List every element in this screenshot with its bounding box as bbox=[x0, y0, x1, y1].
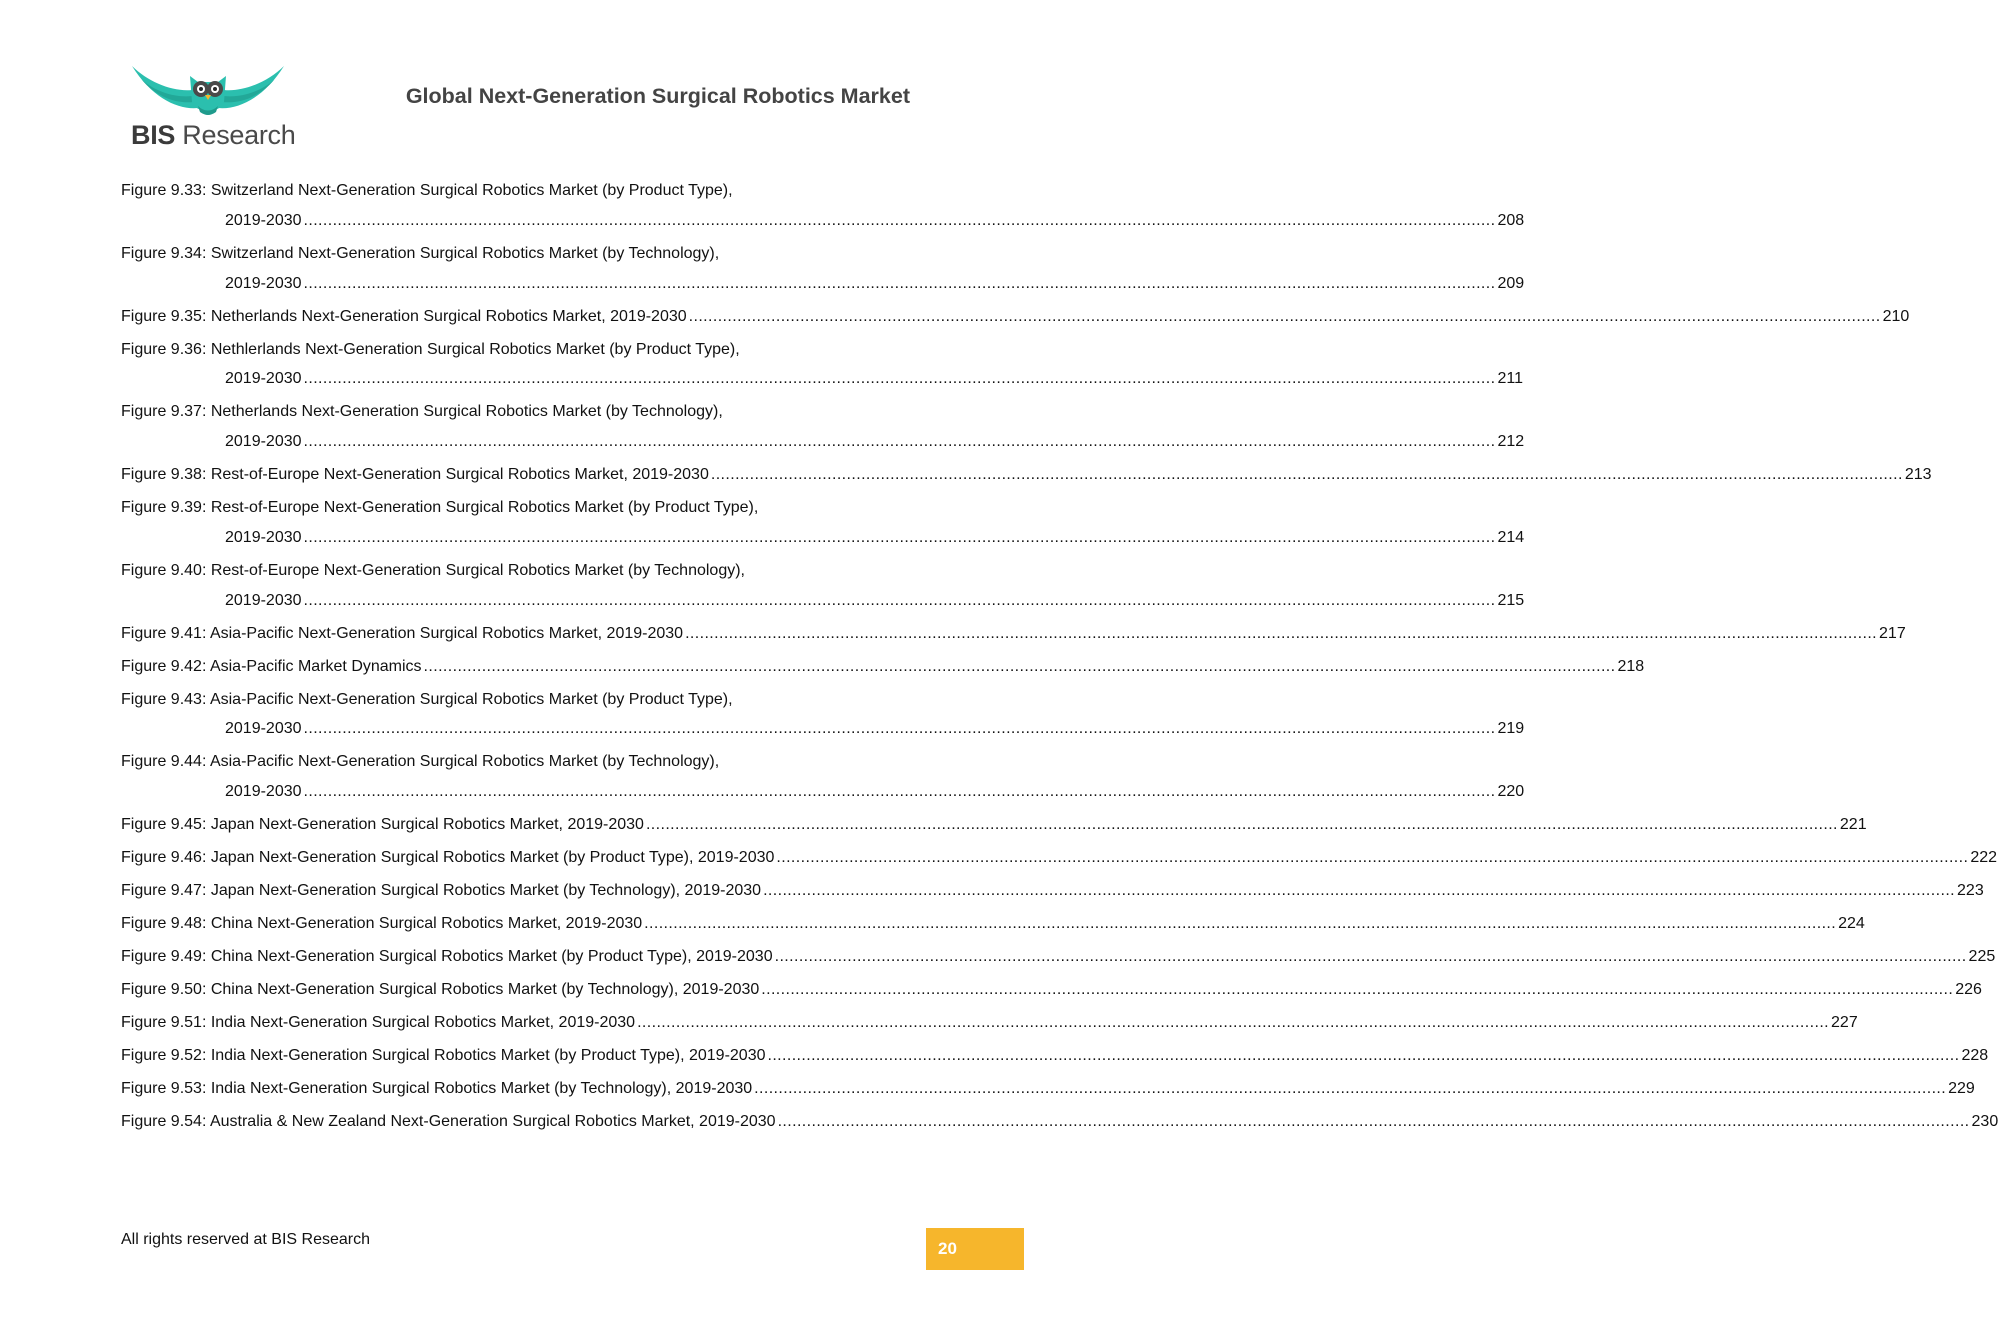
toc-entry-continuation bbox=[121, 777, 1525, 807]
toc-entry[interactable] bbox=[121, 619, 1906, 649]
toc-entry-continuation bbox=[121, 269, 1525, 299]
toc-entry-title: Figure 9.48: China Next-Generation Surgical Robotics Market, 2019-2030 bbox=[121, 915, 643, 933]
toc-page-number: 214 bbox=[1497, 528, 1525, 546]
toc-entry-title: Figure 9.38: Rest-of-Europe Next-Generation Surgical Robotics Market, 2019-2030 bbox=[121, 466, 709, 484]
dot-leader bbox=[776, 843, 1968, 873]
toc-entry-title: Figure 9.34: Switzerland Next-Generation Surgical Robotics Market (by Technology), bbox=[121, 244, 720, 262]
toc-entry[interactable] bbox=[121, 239, 1525, 299]
toc-page-number: 212 bbox=[1497, 433, 1525, 451]
toc-page-number: 220 bbox=[1497, 783, 1525, 801]
dot-leader bbox=[304, 777, 1496, 807]
table-of-figures bbox=[121, 176, 1998, 1140]
toc-entry-title: 2019-2030 bbox=[225, 591, 302, 609]
toc-entry-title: Figure 9.47: Japan Next-Generation Surgical Robotics Market (by Technology), 2019-2030 bbox=[121, 882, 762, 900]
toc-entry[interactable] bbox=[121, 810, 1867, 840]
toc-entry-title: 2019-2030 bbox=[225, 211, 302, 229]
toc-entry[interactable] bbox=[121, 556, 1525, 616]
toc-page-number: 226 bbox=[1955, 981, 1982, 999]
toc-page-number: 224 bbox=[1838, 915, 1865, 933]
toc-entry[interactable] bbox=[121, 876, 1984, 906]
toc-page-number: 210 bbox=[1882, 307, 1910, 325]
toc-entry-title: 2019-2030 bbox=[225, 783, 302, 801]
dot-leader bbox=[778, 1107, 1970, 1137]
toc-entry-title: Figure 9.50: China Next-Generation Surgical Robotics Market (by Technology), 2019-2030 bbox=[121, 981, 760, 999]
toc-entry[interactable] bbox=[121, 909, 1865, 939]
document-title: Global Next-Generation Surgical Robotics Market bbox=[405, 84, 910, 108]
toc-entry-line bbox=[121, 1008, 1858, 1038]
toc-page-number: 225 bbox=[1968, 948, 1996, 966]
toc-entry-continuation bbox=[121, 364, 1523, 394]
toc-entry-line bbox=[121, 460, 1932, 490]
dot-leader bbox=[304, 523, 1496, 553]
toc-entry-line bbox=[121, 810, 1867, 840]
toc-entry-line bbox=[121, 876, 1984, 906]
toc-entry-line bbox=[121, 975, 1982, 1005]
toc-entry-title: Figure 9.52: India Next-Generation Surgical Robotics Market (by Product Type), 2019-2030 bbox=[121, 1047, 766, 1065]
toc-entry[interactable] bbox=[121, 493, 1525, 553]
toc-entry-line bbox=[121, 747, 910, 777]
toc-entry[interactable] bbox=[121, 176, 1525, 236]
toc-entry-title: Figure 9.40: Rest-of-Europe Next-Generation Surgical Robotics Market (by Technology), bbox=[121, 561, 745, 579]
dot-leader bbox=[304, 206, 1496, 236]
dot-leader bbox=[644, 909, 1836, 939]
dot-leader bbox=[685, 619, 1877, 649]
toc-entry-line bbox=[121, 302, 1910, 332]
owl-logo-icon bbox=[128, 62, 288, 122]
dot-leader bbox=[646, 810, 1838, 840]
toc-entry-continuation bbox=[121, 427, 1525, 457]
toc-entry-continuation bbox=[121, 714, 1525, 744]
toc-page-number: 211 bbox=[1497, 370, 1523, 388]
toc-entry-line bbox=[121, 619, 1906, 649]
toc-entry[interactable] bbox=[121, 843, 1998, 873]
dot-leader bbox=[711, 460, 1903, 490]
toc-entry[interactable] bbox=[121, 1074, 1975, 1104]
toc-entry-line bbox=[121, 909, 1865, 939]
toc-entry-title: Figure 9.43: Asia-Pacific Next-Generation Surgical Robotics Market (by Product Type), bbox=[121, 690, 733, 708]
toc-page-number: 229 bbox=[1948, 1080, 1975, 1098]
toc-entry-title: Figure 9.53: India Next-Generation Surgical Robotics Market (by Technology), 2019-2030 bbox=[121, 1080, 753, 1098]
dot-leader bbox=[763, 876, 1955, 906]
toc-entry[interactable] bbox=[121, 302, 1910, 332]
toc-page-number: 209 bbox=[1497, 274, 1525, 292]
toc-entry-line bbox=[121, 239, 910, 269]
toc-page-number: 208 bbox=[1497, 211, 1525, 229]
toc-entry[interactable] bbox=[121, 942, 1996, 972]
toc-entry[interactable] bbox=[121, 1041, 1989, 1071]
dot-leader bbox=[304, 714, 1496, 744]
toc-entry[interactable] bbox=[121, 460, 1932, 490]
toc-entry-title: Figure 9.44: Asia-Pacific Next-Generation Surgical Robotics Market (by Technology), bbox=[121, 753, 720, 771]
toc-entry-line bbox=[121, 942, 1996, 972]
toc-entry-title: 2019-2030 bbox=[225, 433, 302, 451]
dot-leader bbox=[637, 1008, 1829, 1038]
toc-page-number: 221 bbox=[1839, 816, 1867, 834]
toc-entry-line bbox=[121, 556, 910, 586]
toc-entry-title: Figure 9.54: Australia & New Zealand Next-Generation Surgical Robotics Market, 2019-2030 bbox=[121, 1113, 776, 1131]
dot-leader bbox=[304, 586, 1496, 616]
toc-entry[interactable] bbox=[121, 335, 1523, 395]
toc-entry-title: 2019-2030 bbox=[225, 528, 302, 546]
toc-page-number: 222 bbox=[1970, 849, 1998, 867]
toc-entry-line bbox=[121, 685, 910, 715]
toc-entry-line bbox=[121, 397, 910, 427]
logo-wordmark: BIS Research bbox=[131, 120, 296, 150]
toc-entry-title: 2019-2030 bbox=[225, 274, 302, 292]
dot-leader bbox=[767, 1041, 1959, 1071]
toc-entry-title: 2019-2030 bbox=[225, 720, 302, 738]
dot-leader bbox=[424, 652, 1616, 682]
toc-entry-line bbox=[121, 1074, 1975, 1104]
toc-entry-title: Figure 9.51: India Next-Generation Surgical Robotics Market, 2019-2030 bbox=[121, 1014, 636, 1032]
toc-page-number: 217 bbox=[1879, 624, 1906, 642]
toc-entry[interactable] bbox=[121, 397, 1525, 457]
toc-entry-title: 2019-2030 bbox=[225, 370, 302, 388]
toc-entry[interactable] bbox=[121, 685, 1525, 745]
toc-page-number: 213 bbox=[1904, 466, 1932, 484]
toc-entry-line bbox=[121, 1041, 1989, 1071]
toc-entry[interactable] bbox=[121, 975, 1982, 1005]
toc-entry-line bbox=[121, 493, 910, 523]
toc-page-number: 219 bbox=[1497, 720, 1525, 738]
toc-entry[interactable] bbox=[121, 1008, 1858, 1038]
toc-entry[interactable] bbox=[121, 1107, 1998, 1137]
dot-leader bbox=[754, 1074, 1946, 1104]
toc-entry-title: Figure 9.42: Asia-Pacific Market Dynamics bbox=[121, 657, 422, 675]
toc-entry-line bbox=[121, 843, 1998, 873]
toc-page-number: 223 bbox=[1957, 882, 1984, 900]
page-number: 20 bbox=[938, 1239, 957, 1258]
toc-entry-line bbox=[121, 652, 1645, 682]
toc-page-number: 227 bbox=[1831, 1014, 1858, 1032]
dot-leader bbox=[689, 302, 1881, 332]
toc-entry-continuation bbox=[121, 206, 1525, 236]
toc-entry-title: Figure 9.35: Netherlands Next-Generation Surgical Robotics Market, 2019-2030 bbox=[121, 307, 687, 325]
toc-entry-line bbox=[121, 1107, 1998, 1137]
toc-page-number: 215 bbox=[1497, 591, 1525, 609]
toc-entry-title: Figure 9.41: Asia-Pacific Next-Generation Surgical Robotics Market, 2019-2030 bbox=[121, 624, 684, 642]
dot-leader bbox=[304, 427, 1496, 457]
footer-rights: All rights reserved at BIS Research bbox=[121, 1231, 370, 1248]
dot-leader bbox=[761, 975, 1953, 1005]
toc-entry[interactable] bbox=[121, 747, 1525, 807]
toc-entry-line bbox=[121, 335, 910, 365]
dot-leader bbox=[775, 942, 1967, 972]
dot-leader bbox=[304, 364, 1496, 394]
dot-leader bbox=[304, 269, 1496, 299]
bis-research-logo bbox=[128, 62, 296, 152]
page-number-badge bbox=[926, 1228, 1024, 1270]
toc-entry-continuation bbox=[121, 523, 1525, 553]
toc-page-number: 218 bbox=[1617, 657, 1645, 675]
toc-page-number: 230 bbox=[1971, 1113, 1998, 1131]
toc-entry-title: Figure 9.39: Rest-of-Europe Next-Generation Surgical Robotics Market (by Product Type), bbox=[121, 499, 759, 517]
toc-entry-title: Figure 9.36: Nethlerlands Next-Generation Surgical Robotics Market (by Product Type), bbox=[121, 340, 740, 358]
toc-entry-title: Figure 9.46: Japan Next-Generation Surgical Robotics Market (by Product Type), 2019-2030 bbox=[121, 849, 775, 867]
toc-entry-title: Figure 9.45: Japan Next-Generation Surgical Robotics Market, 2019-2030 bbox=[121, 816, 644, 834]
toc-entry-title: Figure 9.49: China Next-Generation Surgical Robotics Market (by Product Type), 2019-2030 bbox=[121, 948, 773, 966]
toc-entry-line bbox=[121, 176, 910, 206]
toc-page-number: 228 bbox=[1961, 1047, 1989, 1065]
toc-entry-title: Figure 9.37: Netherlands Next-Generation Surgical Robotics Market (by Technology), bbox=[121, 403, 723, 421]
toc-entry-continuation bbox=[121, 586, 1525, 616]
toc-entry[interactable] bbox=[121, 652, 1645, 682]
toc-entry-title: Figure 9.33: Switzerland Next-Generation Surgical Robotics Market (by Product Type), bbox=[121, 182, 733, 199]
